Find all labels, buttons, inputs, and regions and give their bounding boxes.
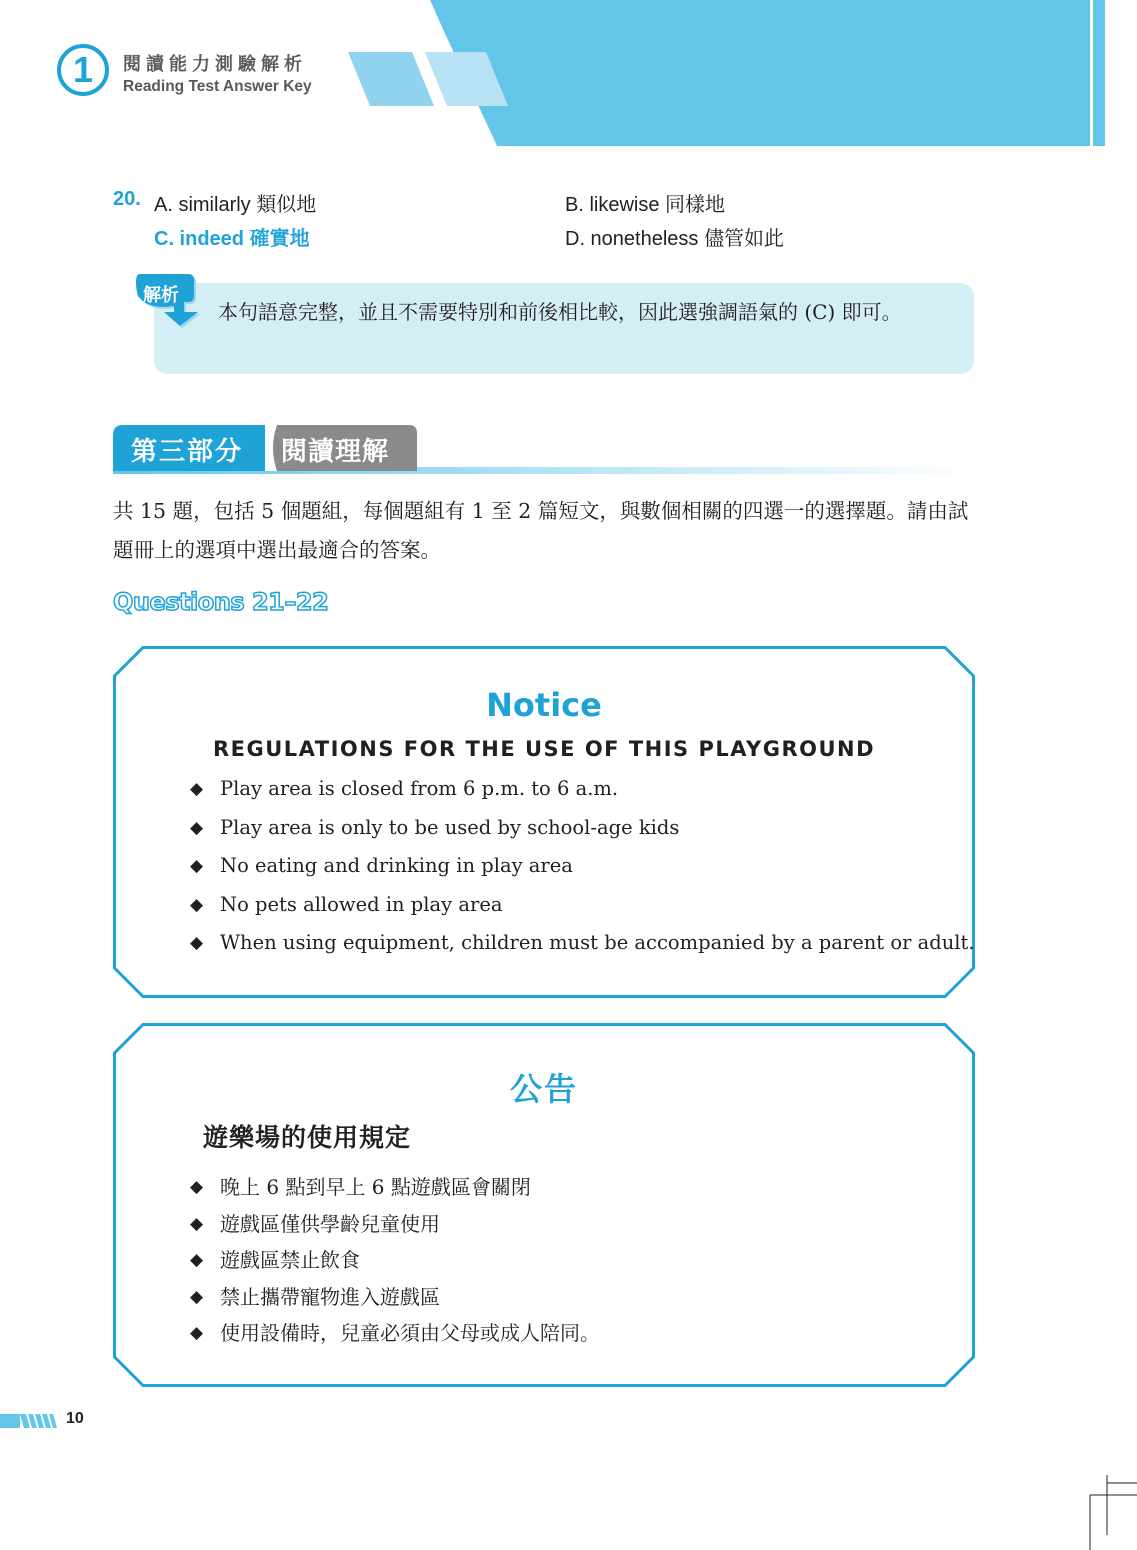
option-a: A. similarly 類似地 (154, 194, 317, 216)
notice-en-subtitle: REGULATIONS FOR THE USE OF THIS PLAYGROUND (212, 737, 876, 761)
list-item (190, 1208, 600, 1245)
diamond-bullet-icon: ◆ (190, 1286, 204, 1307)
crop-marks (1085, 1475, 1137, 1550)
section-intro: 共 15 題，包括 5 個題組，每個題組有 1 至 2 篇短文，與數個相關的四選一的選擇題。請由試題冊上的選項中選出最適合的答案。 (113, 499, 969, 562)
diamond-bullet-icon: ◆ (190, 779, 204, 799)
list-item (190, 812, 975, 851)
rule-text: No eating and drinking in play area (220, 854, 573, 877)
rule-text: 禁止攜帶寵物進入遊戲區 (220, 1284, 440, 1309)
notice-zh-rule-list (190, 1171, 600, 1354)
diamond-bullet-icon: ◆ (190, 1177, 204, 1197)
rule-text: 晚上 6 點到早上 6 點遊戲區會關閉 (220, 1175, 531, 1199)
questions-heading: Questions 21–22 (113, 588, 329, 616)
list-item (190, 1317, 600, 1354)
section-label: 第三部分 (131, 437, 244, 467)
diamond-bullet-icon: ◆ (190, 817, 204, 838)
rule-text: Play area is only to be used by school-age kids (220, 815, 680, 839)
diamond-bullet-icon: ◆ (190, 1213, 204, 1234)
footer-stripes (0, 1410, 60, 1432)
diamond-bullet-icon: ◆ (190, 1323, 204, 1343)
option-b: B. likewise 同樣地 (565, 194, 726, 216)
list-item (190, 1281, 600, 1318)
notice-en-rule-list (190, 773, 975, 966)
rule-text: When using equipment, children must be accompanied by a parent or adult. (220, 931, 975, 954)
rule-text: 使用設備時，兒童必須由父母或成人陪同。 (220, 1321, 600, 1345)
list-item (190, 773, 975, 812)
diamond-bullet-icon: ◆ (190, 933, 204, 953)
notice-zh-title: 公告 (509, 1070, 578, 1108)
list-item (190, 1171, 600, 1208)
header-title-en: Reading Test Answer Key (123, 78, 312, 95)
section-title: 閱讀理解 (281, 437, 390, 467)
option-c-correct: C. indeed 確實地 (154, 228, 310, 250)
page-number: 10 (66, 1410, 84, 1427)
chapter-number-badge: 1 (57, 44, 109, 96)
list-item (190, 1244, 600, 1281)
rule-text: Play area is closed from 6 p.m. to 6 a.m. (220, 777, 619, 800)
diamond-bullet-icon: ◆ (190, 1250, 204, 1270)
diamond-bullet-icon: ◆ (190, 856, 204, 876)
list-item (190, 927, 975, 966)
notice-en-title: Notice (486, 686, 602, 724)
list-item (190, 850, 975, 889)
diamond-bullet-icon: ◆ (190, 894, 204, 915)
header-title-zh: 閱讀能力測驗解析 (123, 54, 307, 75)
notice-zh-subtitle: 遊樂場的使用規定 (203, 1123, 412, 1152)
option-d: D. nonetheless 儘管如此 (565, 228, 784, 250)
list-item (190, 889, 975, 928)
rule-text: No pets allowed in play area (220, 892, 503, 916)
question-number: 20. (113, 188, 141, 210)
explanation-label: 解析 (143, 285, 179, 306)
explanation-text: 本句語意完整，並且不需要特別和前後相比較，因此選強調語氣的 (C) 即可。 (218, 300, 902, 324)
rule-text: 遊戲區禁止飲食 (220, 1248, 360, 1272)
rule-text: 遊戲區僅供學齡兒童使用 (220, 1211, 440, 1236)
